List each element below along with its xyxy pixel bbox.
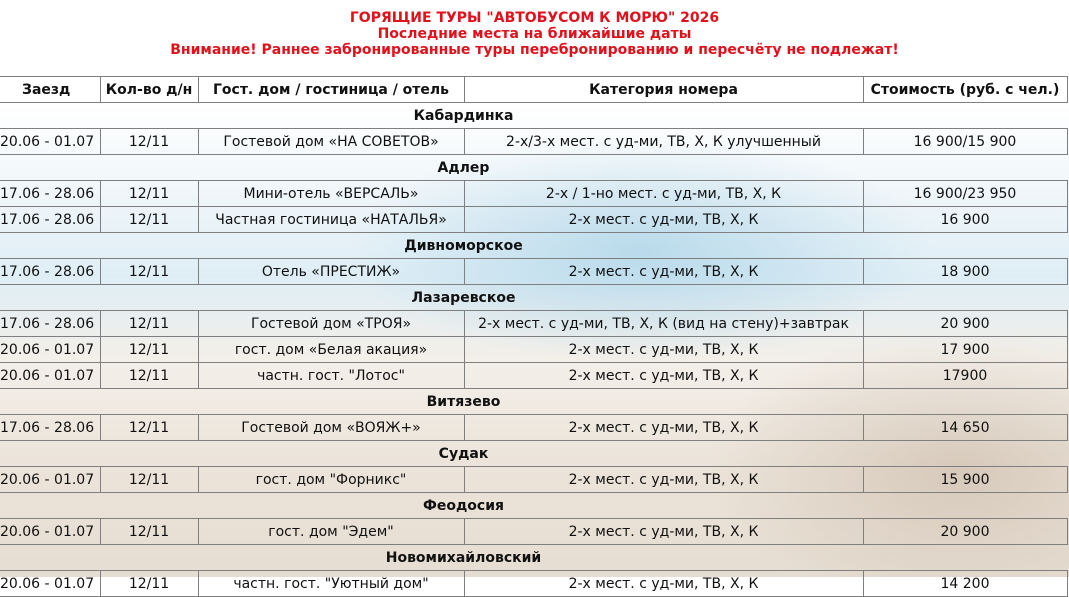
cell-dates: 20.06 - 01.07 [0,519,100,545]
region-row [0,103,1067,129]
cell-days: 12/11 [100,259,198,285]
cell-room: 2-х мест. с уд-ми, ТВ, Х, К [464,207,863,233]
cell-dates: 17.06 - 28.06 [0,415,100,441]
cell-days: 12/11 [100,363,198,389]
region-cell [0,545,1067,571]
cell-room: 2-х мест. с уд-ми, ТВ, Х, К [464,571,863,597]
cell-hotel: частн. гост. "Лотос" [198,363,464,389]
region-cell [0,389,1067,415]
cell-price: 14 650 [863,415,1067,441]
table-row [0,519,1067,545]
table-body [0,103,1067,597]
cell-days: 12/11 [100,129,198,155]
cell-hotel: Гостевой дом «ВОЯЖ+» [198,415,464,441]
cell-dates: 20.06 - 01.07 [0,129,100,155]
table-row [0,337,1067,363]
cell-hotel: гост. дом "Форникс" [198,467,464,493]
cell-price: 16 900/15 900 [863,129,1067,155]
cell-price: 16 900 [863,207,1067,233]
region-cell [0,103,1067,129]
cell-room: 2-х мест. с уд-ми, ТВ, Х, К [464,337,863,363]
region-row [0,285,1067,311]
cell-price: 17 900 [863,337,1067,363]
table-row [0,571,1067,597]
region-name: Судак [438,445,489,462]
cell-hotel: Частная гостиница «НАТАЛЬЯ» [198,207,464,233]
cell-price: 14 200 [863,571,1067,597]
table-row [0,129,1067,155]
cell-room: 2-х мест. с уд-ми, ТВ, Х, К [464,259,863,285]
cell-room: 2-х мест. с уд-ми, ТВ, Х, К (вид на стену)+завтрак [464,311,863,337]
region-name: Адлер [437,159,490,176]
table-row [0,207,1067,233]
cell-dates: 20.06 - 01.07 [0,337,100,363]
region-row [0,493,1067,519]
region-row [0,441,1067,467]
table-header [0,77,1067,103]
cell-price: 15 900 [863,467,1067,493]
cell-days: 12/11 [100,311,198,337]
cell-room: 2-х мест. с уд-ми, ТВ, Х, К [464,519,863,545]
cell-room: 2-х мест. с уд-ми, ТВ, Х, К [464,467,863,493]
region-row [0,233,1067,259]
cell-dates: 20.06 - 01.07 [0,467,100,493]
table-row [0,181,1067,207]
table-row [0,363,1067,389]
table-row [0,259,1067,285]
cell-price: 18 900 [863,259,1067,285]
region-cell [0,493,1067,519]
cell-hotel: Гостевой дом «ТРОЯ» [198,311,464,337]
region-row [0,389,1067,415]
region-name: Лазаревское [411,289,516,306]
column-header-price: Стоимость (руб. с чел.) [863,77,1067,103]
cell-room: 2-х/3-х мест. с уд-ми, ТВ, Х, К улучшенный [464,129,863,155]
column-header-dates: Заезд [0,77,100,103]
cell-dates: 17.06 - 28.06 [0,311,100,337]
cell-days: 12/11 [100,519,198,545]
cell-hotel: частн. гост. "Уютный дом" [198,571,464,597]
cell-dates: 17.06 - 28.06 [0,181,100,207]
page-title: ГОРЯЩИЕ ТУРЫ "АВТОБУСОМ К МОРЮ" 2026 [349,10,720,26]
region-cell [0,285,1067,311]
region-name: Кабардинка [413,107,514,124]
region-cell [0,441,1067,467]
page-subtitle: Последние места на ближайшие даты [377,26,692,42]
region-name: Новомихайловский [385,549,542,566]
tours-table [0,76,1068,597]
region-cell [0,233,1067,259]
cell-room: 2-х / 1-но мест. с уд-ми, ТВ, Х, К [464,181,863,207]
cell-price: 16 900/23 950 [863,181,1067,207]
region-cell [0,155,1067,181]
cell-dates: 17.06 - 28.06 [0,259,100,285]
cell-price: 20 900 [863,311,1067,337]
table-row [0,415,1067,441]
table-row [0,311,1067,337]
cell-price: 17900 [863,363,1067,389]
table-row [0,467,1067,493]
cell-days: 12/11 [100,415,198,441]
cell-hotel: Отель «ПРЕСТИЖ» [198,259,464,285]
cell-price: 20 900 [863,519,1067,545]
cell-days: 12/11 [100,337,198,363]
region-row [0,545,1067,571]
cell-hotel: Мини-отель «ВЕРСАЛЬ» [198,181,464,207]
column-header-hotel: Гост. дом / гостиница / отель [198,77,464,103]
cell-days: 12/11 [100,207,198,233]
column-header-room: Категория номера [464,77,863,103]
cell-room: 2-х мест. с уд-ми, ТВ, Х, К [464,415,863,441]
cell-dates: 20.06 - 01.07 [0,363,100,389]
cell-hotel: гост. дом «Белая акация» [198,337,464,363]
cell-days: 12/11 [100,467,198,493]
cell-days: 12/11 [100,181,198,207]
column-header-days: Кол-во д/н [100,77,198,103]
region-name: Феодосия [422,497,505,514]
cell-dates: 20.06 - 01.07 [0,571,100,597]
page-header [0,10,1069,58]
cell-hotel: гост. дом "Эдем" [198,519,464,545]
cell-hotel: Гостевой дом «НА СОВЕТОВ» [198,129,464,155]
cell-dates: 17.06 - 28.06 [0,207,100,233]
region-row [0,155,1067,181]
cell-room: 2-х мест. с уд-ми, ТВ, Х, К [464,363,863,389]
region-name: Витязево [426,393,501,410]
warning-notice: Внимание! Раннее забронированные туры перебронированию и пересчёту не подлежат! [170,42,899,58]
cell-days: 12/11 [100,571,198,597]
region-name: Дивноморское [404,237,523,254]
